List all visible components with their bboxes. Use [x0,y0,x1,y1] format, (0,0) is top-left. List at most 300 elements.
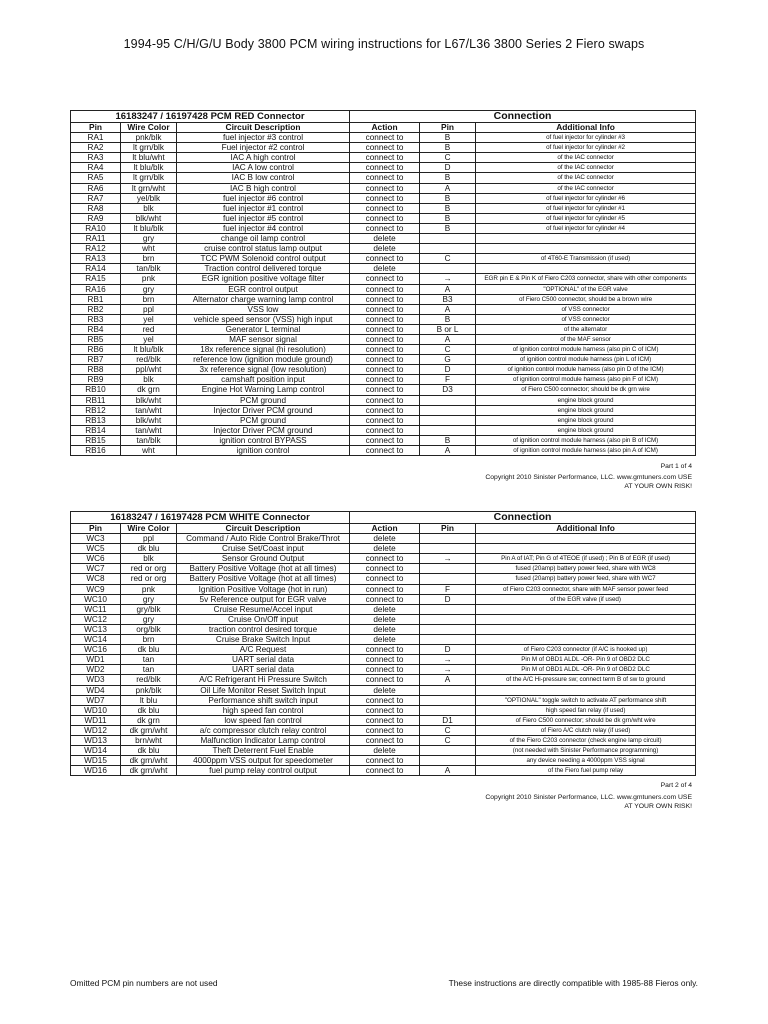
table-row [71,604,696,614]
conn-pin-cell: B [420,203,476,213]
conn-pin-cell: → [420,655,476,665]
table-row [71,324,696,334]
pin-cell: WC8 [71,574,121,584]
circuit-cell: EGR control output [177,284,350,294]
action-cell: connect to [350,594,420,604]
action-cell: delete [350,746,420,756]
pin-cell: WC3 [71,534,121,544]
connection-heading: Connection [350,111,696,123]
col-wire-color: Wire Color [121,123,177,133]
circuit-cell: Alternator charge warning lamp control [177,294,350,304]
conn-pin-cell [420,604,476,614]
conn-pin-cell [420,574,476,584]
wire-color-cell: lt blu/blk [121,345,177,355]
action-cell: connect to [350,365,420,375]
conn-pin-cell: A [420,446,476,456]
circuit-cell: 4000ppm VSS output for speedometer [177,756,350,766]
table-row [71,223,696,233]
additional-info-cell [476,264,696,274]
action-cell: connect to [350,173,420,183]
wire-color-cell: lt grn/blk [121,143,177,153]
wire-color-cell: dk blu [121,645,177,655]
pin-cell: WD14 [71,746,121,756]
pin-cell: WD3 [71,675,121,685]
pin-cell: RB1 [71,294,121,304]
table-row [71,415,696,425]
wire-color-cell: dk grn/wht [121,756,177,766]
circuit-cell: Oil Life Monitor Reset Switch Input [177,685,350,695]
additional-info-cell: (not needed with Sinister Performance programming) [476,746,696,756]
pin-cell: RA14 [71,264,121,274]
action-cell: connect to [350,675,420,685]
table-row [71,425,696,435]
conn-pin-cell: → [420,554,476,564]
conn-pin-cell [420,234,476,244]
action-cell: connect to [350,584,420,594]
action-cell: connect to [350,284,420,294]
wire-color-cell: dk grn/wht [121,725,177,735]
action-cell: connect to [350,254,420,264]
table-row [71,435,696,445]
conn-pin-cell [420,746,476,756]
col-conn-pin: Pin [420,524,476,534]
action-cell: connect to [350,725,420,735]
col-conn-pin: Pin [420,123,476,133]
additional-info-cell: of the Fiero C203 connector (check engine lamp circuit) [476,735,696,745]
action-cell: connect to [350,213,420,223]
pin-cell: WD7 [71,695,121,705]
pin-cell: RA5 [71,173,121,183]
table-row [71,645,696,655]
pin-cell: RB8 [71,365,121,375]
white-connector-table [70,511,696,776]
circuit-cell: camshaft position input [177,375,350,385]
wire-color-cell: yel/blk [121,193,177,203]
additional-info-cell [476,604,696,614]
table-heading: 16183247 / 16197428 PCM WHITE Connector [71,512,350,524]
table-row [71,446,696,456]
conn-pin-cell: F [420,375,476,385]
circuit-cell: fuel injector #1 control [177,203,350,213]
pin-cell: WD10 [71,705,121,715]
col-action: Action [350,524,420,534]
pin-cell: RB15 [71,435,121,445]
additional-info-cell: of VSS connector [476,304,696,314]
pin-cell: WD1 [71,655,121,665]
additional-info-cell: of Fiero C500 connector; should be dk grn/wht wire [476,715,696,725]
action-cell: connect to [350,355,420,365]
conn-pin-cell: → [420,665,476,675]
conn-pin-cell [420,635,476,645]
pin-cell: RA3 [71,153,121,163]
action-cell: connect to [350,446,420,456]
pin-cell: RA2 [71,143,121,153]
action-cell: connect to [350,153,420,163]
pin-cell: RB6 [71,345,121,355]
additional-info-cell: of ignition control module harness (also pin B of ICM) [476,435,696,445]
action-cell: connect to [350,645,420,655]
table-row [71,213,696,223]
additional-info-cell: Pin A of IAT; Pin G of 4TEOE (if used) ; Pin B of EGR (if used) [476,554,696,564]
additional-info-cell: fused (20amp) battery power feed, share with WC7 [476,574,696,584]
wire-color-cell: blk/wht [121,415,177,425]
conn-pin-cell [420,705,476,715]
table-row [71,746,696,756]
table-row [71,534,696,544]
wire-color-cell: tan/wht [121,425,177,435]
table-row [71,395,696,405]
wire-color-cell: yel [121,334,177,344]
wire-color-cell: org/blk [121,624,177,634]
page-title: 1994-95 C/H/G/U Body 3800 PCM wiring instructions for L67/L36 3800 Series 2 Fiero swaps [123,37,645,51]
wire-color-cell: dk grn [121,385,177,395]
col-wire-color: Wire Color [121,524,177,534]
table-row [71,153,696,163]
conn-pin-cell: C [420,254,476,264]
additional-info-cell: engine block ground [476,405,696,415]
circuit-cell: Cruise Set/Coast input [177,544,350,554]
red-connector-section [70,110,695,490]
circuit-cell: Theft Deterrent Fuel Enable [177,746,350,756]
wire-color-cell: gry [121,594,177,604]
table-row [71,133,696,143]
action-cell: connect to [350,385,420,395]
red-connector-rows [71,133,696,456]
additional-info-cell: of VSS connector [476,314,696,324]
wire-color-cell: wht [121,244,177,254]
pin-cell: RB4 [71,324,121,334]
action-cell: connect to [350,715,420,725]
circuit-cell: low speed fan control [177,715,350,725]
white-connector-rows [71,534,696,776]
action-cell: connect to [350,735,420,745]
action-cell: connect to [350,143,420,153]
wire-color-cell: lt blu/blk [121,223,177,233]
additional-info-cell: high speed fan relay (if used) [476,705,696,715]
circuit-cell: fuel injector #5 control [177,213,350,223]
conn-pin-cell: B [420,173,476,183]
wire-color-cell: dk blu [121,705,177,715]
pin-cell: RA7 [71,193,121,203]
circuit-cell: Command / Auto Ride Control Brake/Throt [177,534,350,544]
additional-info-cell: of the IAC connector [476,153,696,163]
conn-pin-cell [420,695,476,705]
action-cell: connect to [350,193,420,203]
action-cell: connect to [350,564,420,574]
conn-pin-cell [420,544,476,554]
pin-cell: RA4 [71,163,121,173]
wire-color-cell: gry [121,234,177,244]
action-cell: delete [350,264,420,274]
action-cell: delete [350,624,420,634]
wire-color-cell: tan [121,665,177,675]
wire-color-cell: gry/blk [121,604,177,614]
wire-color-cell: lt grn/wht [121,183,177,193]
conn-pin-cell: F [420,584,476,594]
wire-color-cell: red [121,324,177,334]
additional-info-cell: of the Fiero fuel pump relay [476,766,696,776]
wire-color-cell: brn [121,635,177,645]
circuit-cell: IAC B high control [177,183,350,193]
wire-color-cell: brn [121,254,177,264]
copyright-note [485,794,692,811]
circuit-cell: UART serial data [177,665,350,675]
copyright-text: Copyright 2010 Sinister Performance, LLC. www.gmtuners.com USE [485,474,692,481]
conn-pin-cell: A [420,304,476,314]
wire-color-cell: red/blk [121,675,177,685]
action-cell: connect to [350,655,420,665]
additional-info-cell [476,234,696,244]
action-cell: connect to [350,274,420,284]
col-additional: Additional Info [476,524,696,534]
table-row [71,244,696,254]
additional-info-cell: of the EGR valve (if used) [476,594,696,604]
pin-cell: WD15 [71,756,121,766]
conn-pin-cell: → [420,274,476,284]
table-row [71,254,696,264]
conn-pin-cell: C [420,735,476,745]
col-pin: Pin [71,123,121,133]
pin-cell: WC9 [71,584,121,594]
conn-pin-cell: A [420,334,476,344]
col-pin: Pin [71,524,121,534]
conn-pin-cell: D [420,365,476,375]
circuit-cell: Cruise On/Off input [177,614,350,624]
wire-color-cell: pnk/blk [121,685,177,695]
table-heading: 16183247 / 16197428 PCM RED Connector [71,111,350,123]
conn-pin-cell: B [420,223,476,233]
circuit-cell: VSS low [177,304,350,314]
additional-info-cell: of ignition control module harness (also pin A of ICM) [476,446,696,456]
action-cell: connect to [350,405,420,415]
additional-info-cell: "OPTIONAL" toggle switch to activate AT performance shift [476,695,696,705]
wire-color-cell: blk/wht [121,213,177,223]
table-row [71,334,696,344]
conn-pin-cell [420,624,476,634]
pin-cell: RB2 [71,304,121,314]
pin-cell: RA13 [71,254,121,264]
wire-color-cell: tan [121,655,177,665]
additional-info-cell: engine block ground [476,395,696,405]
circuit-cell: UART serial data [177,655,350,665]
action-cell: connect to [350,163,420,173]
additional-info-cell: of fuel injector for cylinder #4 [476,223,696,233]
conn-pin-cell: B [420,314,476,324]
circuit-cell: ignition control BYPASS [177,435,350,445]
additional-info-cell [476,685,696,695]
wire-color-cell: dk grn/wht [121,766,177,776]
action-cell: connect to [350,756,420,766]
additional-info-cell: EGR pin E & Pin K of Fiero C203 connector, share with other components [476,274,696,284]
pin-cell: WC14 [71,635,121,645]
copyright-note [485,474,692,491]
additional-info-cell: engine block ground [476,415,696,425]
conn-pin-cell: D3 [420,385,476,395]
action-cell: connect to [350,695,420,705]
conn-pin-cell: B or L [420,324,476,334]
table-row [71,554,696,564]
action-cell: connect to [350,203,420,213]
conn-pin-cell: D [420,645,476,655]
table-row [71,614,696,624]
action-cell: delete [350,234,420,244]
conn-pin-cell [420,405,476,415]
additional-info-cell: of the IAC connector [476,183,696,193]
wire-color-cell: red or org [121,564,177,574]
table-row [71,345,696,355]
additional-info-cell: of Fiero C203 connector (if A/C is hooked up) [476,645,696,655]
table-row [71,685,696,695]
conn-pin-cell [420,685,476,695]
pin-cell: RB14 [71,425,121,435]
additional-info-cell: of the IAC connector [476,173,696,183]
additional-info-cell: of the MAF sensor [476,334,696,344]
conn-pin-cell: B [420,143,476,153]
circuit-cell: fuel injector #3 control [177,133,350,143]
additional-info-cell: "OPTIONAL" of the EGR valve [476,284,696,294]
action-cell: connect to [350,183,420,193]
additional-info-cell: of 4T60-E Transmission (if used) [476,254,696,264]
circuit-cell: Malfunction Indicator Lamp control [177,735,350,745]
pin-cell: RA16 [71,284,121,294]
additional-info-cell: of the alternator [476,324,696,334]
table-row [71,735,696,745]
conn-pin-cell [420,395,476,405]
action-cell: delete [350,635,420,645]
circuit-cell: Generator L terminal [177,324,350,334]
additional-info-cell: of ignition control module harness (also pin D of the ICM) [476,365,696,375]
action-cell: connect to [350,395,420,405]
wire-color-cell: red/blk [121,355,177,365]
wire-color-cell: tan/blk [121,435,177,445]
conn-pin-cell: G [420,355,476,365]
action-cell: connect to [350,304,420,314]
conn-pin-cell [420,756,476,766]
circuit-cell: TCC PWM Solenoid control output [177,254,350,264]
table-row [71,725,696,735]
col-circuit: Circuit Description [177,123,350,133]
table-row [71,203,696,213]
circuit-cell: A/C Refrigerant Hi Pressure Switch [177,675,350,685]
pin-cell: RB7 [71,355,121,365]
conn-pin-cell: B [420,435,476,445]
table-row [71,574,696,584]
wire-color-cell: blk [121,554,177,564]
additional-info-cell: of fuel injector for cylinder #1 [476,203,696,213]
pin-cell: RB11 [71,395,121,405]
action-cell: connect to [350,324,420,334]
table-row [71,234,696,244]
conn-pin-cell: C [420,725,476,735]
pin-cell: RB5 [71,334,121,344]
action-cell: connect to [350,133,420,143]
conn-pin-cell: D [420,594,476,604]
table-row [71,365,696,375]
table-row [71,183,696,193]
circuit-cell: traction control desired torque [177,624,350,634]
additional-info-cell: engine block ground [476,425,696,435]
col-additional: Additional Info [476,123,696,133]
pin-cell: RA8 [71,203,121,213]
conn-pin-cell [420,264,476,274]
wire-color-cell: blk/wht [121,395,177,405]
wire-color-cell: tan/blk [121,264,177,274]
action-cell: connect to [350,425,420,435]
action-cell: delete [350,604,420,614]
conn-pin-cell: B [420,133,476,143]
table-row [71,584,696,594]
wire-color-cell: pnk [121,274,177,284]
table-row [71,294,696,304]
conn-pin-cell [420,244,476,254]
table-row [71,284,696,294]
additional-info-cell: of Fiero A/C clutch relay (if used) [476,725,696,735]
pin-cell: RB9 [71,375,121,385]
action-cell: connect to [350,766,420,776]
action-cell: connect to [350,345,420,355]
table-row [71,163,696,173]
conn-pin-cell: B3 [420,294,476,304]
conn-pin-cell [420,564,476,574]
action-cell: connect to [350,294,420,304]
conn-pin-cell [420,614,476,624]
table-row [71,715,696,725]
wire-color-cell: wht [121,446,177,456]
conn-pin-cell: D [420,163,476,173]
action-cell: delete [350,244,420,254]
wire-color-cell: pnk [121,584,177,594]
table-row [71,695,696,705]
table-row [71,766,696,776]
pin-cell: RA1 [71,133,121,143]
action-cell: connect to [350,314,420,324]
action-cell: delete [350,614,420,624]
circuit-cell: PCM ground [177,415,350,425]
wire-color-cell: ppl [121,304,177,314]
pin-cell: WD12 [71,725,121,735]
additional-info-cell: of fuel injector for cylinder #5 [476,213,696,223]
circuit-cell: PCM ground [177,395,350,405]
circuit-cell: Injector Driver PCM ground [177,405,350,415]
additional-info-cell: of ignition control module harness (pin L of ICM) [476,355,696,365]
red-connector-table [70,110,696,456]
circuit-cell: IAC A low control [177,163,350,173]
conn-pin-cell [420,534,476,544]
table-row [71,756,696,766]
wire-color-cell: brn [121,294,177,304]
circuit-cell: Traction control delivered torque [177,264,350,274]
circuit-cell: Cruise Resume/Accel input [177,604,350,614]
wire-color-cell: tan/wht [121,405,177,415]
wire-color-cell: red or org [121,574,177,584]
circuit-cell: Battery Positive Voltage (hot at all times) [177,574,350,584]
conn-pin-cell: B [420,193,476,203]
additional-info-cell [476,624,696,634]
additional-info-cell: of fuel injector for cylinder #3 [476,133,696,143]
table-row [71,594,696,604]
wire-color-cell: blk [121,375,177,385]
additional-info-cell [476,544,696,554]
action-cell: connect to [350,415,420,425]
part-label: Part 1 of 4 [660,463,692,470]
conn-pin-cell [420,415,476,425]
action-cell: connect to [350,705,420,715]
wire-color-cell: ppl [121,534,177,544]
footer-note-left: Omitted PCM pin numbers are not used [70,978,218,988]
conn-pin-cell: B [420,213,476,223]
action-cell: connect to [350,223,420,233]
circuit-cell: MAF sensor signal [177,334,350,344]
